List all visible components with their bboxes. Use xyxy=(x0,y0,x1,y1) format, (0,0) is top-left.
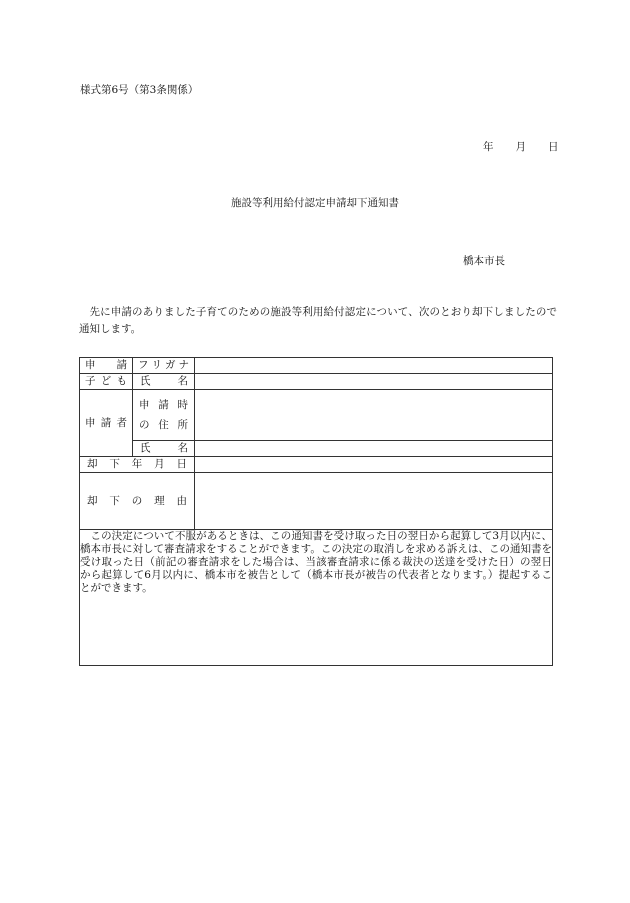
form-number: 様式第6号（第3条関係） xyxy=(80,84,199,96)
furigana-label-char: ナ xyxy=(178,359,189,371)
applicant-address-field[interactable] xyxy=(195,390,553,441)
rejection-form-table xyxy=(79,357,553,666)
document-title: 施設等利用給付認定申請却下通知書 xyxy=(231,197,399,209)
applicant-name-field[interactable] xyxy=(195,441,553,457)
name-label-char: 名 xyxy=(177,442,188,454)
applicant-label-char: 請 xyxy=(100,416,112,429)
name-label-char: 名 xyxy=(177,375,188,387)
child-label-cell-2 xyxy=(80,374,133,390)
address-label-char: 申 xyxy=(139,398,150,411)
child-label-cell xyxy=(80,358,133,374)
applicant-name-label-cell xyxy=(133,441,195,457)
rejection-date-label-cell xyxy=(80,457,195,473)
issuer-name: 橋本市長 xyxy=(463,255,505,267)
address-label-char: 所 xyxy=(177,418,188,431)
child-furigana-field[interactable] xyxy=(195,358,553,374)
child-label-char: 請 xyxy=(116,359,127,371)
furigana-label-char: フ xyxy=(138,359,149,371)
address-label-char: 請 xyxy=(158,398,169,411)
date-line xyxy=(483,139,559,154)
rejection-reason-label-char: 由 xyxy=(176,494,187,507)
rejection-reason-label-char: 下 xyxy=(109,494,120,507)
furigana-label-cell xyxy=(133,358,195,374)
applicant-label-char: 者 xyxy=(116,416,127,429)
date-day-label: 日 xyxy=(548,141,559,153)
furigana-label-char: リ xyxy=(151,359,162,371)
rejection-reason-field[interactable] xyxy=(195,473,553,530)
address-label-char: 時 xyxy=(177,398,188,411)
appeal-notice-text: この決定について不服があるときは、この通知書を受け取った日の翌日から起算して3月以内に、橋本市長に対して審査請求をすることができます。この決定の取消しを求める訴えは、この通知書を受け取った日（前記の審査請求をした場合は、当該審査請求に係る裁決の送達を受けた日）の翌日から起算して6月以内に、橋本市を被告として（橋本市長が被告の代表者となります。）提起することができます。 xyxy=(80,530,553,666)
address-label-char: 住 xyxy=(158,418,169,431)
child-label-char: ど xyxy=(100,375,112,387)
date-month-label: 月 xyxy=(515,141,526,153)
child-label-char: 申 xyxy=(85,359,96,371)
child-name-label-cell xyxy=(133,374,195,390)
rejection-date-label-char: 却 xyxy=(87,458,98,470)
name-label-char: 氏 xyxy=(140,375,151,387)
child-label-char: も xyxy=(116,375,127,387)
rejection-date-label-char: 下 xyxy=(109,458,120,470)
rejection-date-label-char: 月 xyxy=(154,458,165,470)
date-year-label: 年 xyxy=(483,141,494,153)
child-label-char: 子 xyxy=(85,375,96,387)
rejection-reason-label-char: 理 xyxy=(154,494,165,507)
intro-paragraph: 先に申請のありました子育てのための施設等利用給付認定について、次のとおり却下しましたので通知します。 xyxy=(79,306,557,335)
name-label-char: 氏 xyxy=(140,442,151,454)
applicant-label-char: 申 xyxy=(85,416,96,429)
address-label-char: の xyxy=(139,418,150,431)
furigana-label-char: ガ xyxy=(165,359,176,371)
child-name-field[interactable] xyxy=(195,374,553,390)
rejection-reason-label-char: 却 xyxy=(87,494,98,507)
applicant-label-cell xyxy=(80,390,133,457)
rejection-date-label-char: 日 xyxy=(176,458,187,470)
rejection-date-label-char: 年 xyxy=(131,458,143,470)
rejection-date-field[interactable] xyxy=(195,457,553,473)
rejection-reason-label-cell xyxy=(80,473,195,530)
address-label-cell xyxy=(133,390,195,441)
rejection-reason-label-char: の xyxy=(131,494,143,507)
